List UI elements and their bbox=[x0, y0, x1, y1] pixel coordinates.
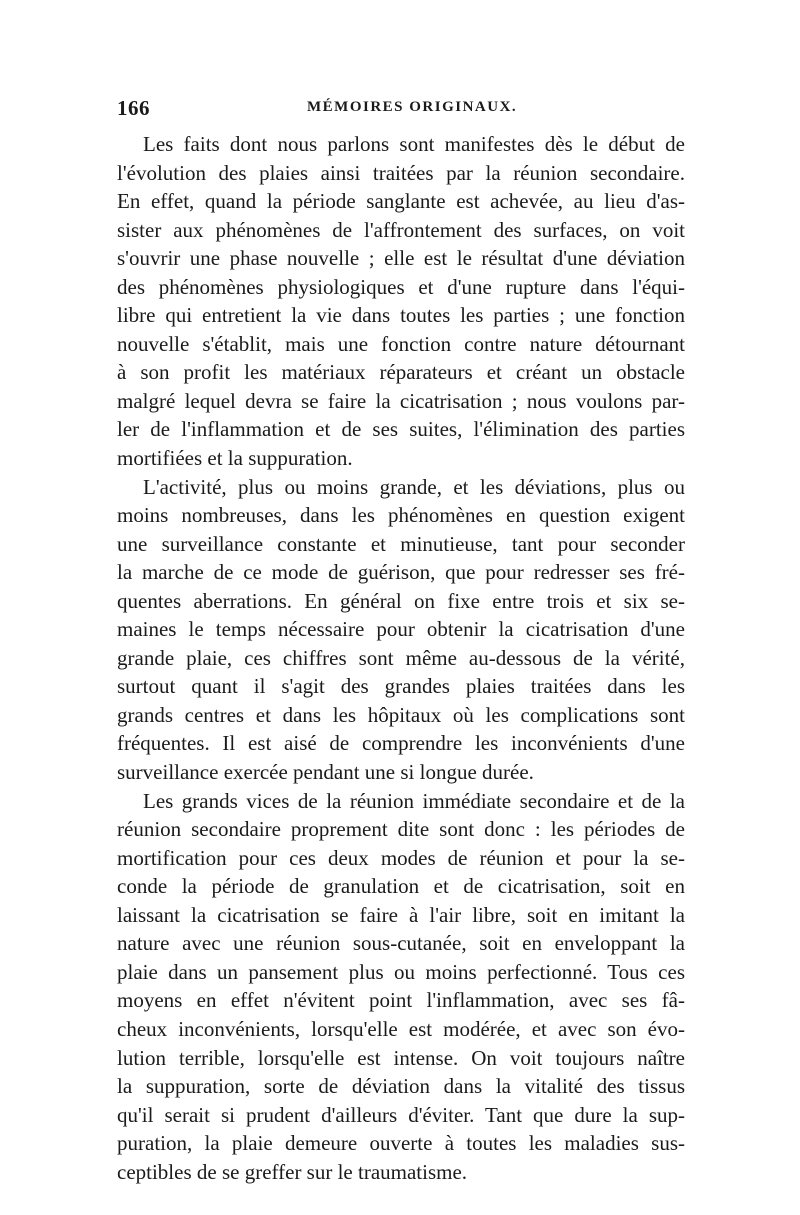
text-line: fréquentes. Il est aisé de comprendre les inconvénients d'une bbox=[117, 731, 685, 756]
text-line: des phénomènes physiologiques et d'une rupture dans l'équi- bbox=[117, 274, 685, 299]
text-line: mortifiées et la suppuration. bbox=[117, 446, 353, 471]
text-line: surveillance exercée pendant une si longue durée. bbox=[117, 760, 534, 785]
text-line: mortification pour ces deux modes de réunion et pour la se- bbox=[117, 845, 685, 870]
text-line: L'activité, plus ou moins grande, et les déviations, plus ou bbox=[143, 474, 685, 499]
text-line: laissant la cicatrisation se faire à l'air libre, soit en imitant la bbox=[117, 902, 685, 927]
section-title: MÉMOIRES ORIGINAUX. bbox=[307, 99, 518, 115]
text-line: lution terrible, lorsqu'elle est intense. On voit toujours naître bbox=[117, 1045, 685, 1070]
text-line: à son profit les matériaux réparateurs et créant un obstacle bbox=[117, 360, 685, 385]
text-line: nature avec une réunion sous-cutanée, soit en enveloppant la bbox=[117, 931, 685, 956]
text-line: la suppuration, sorte de déviation dans la vitalité des tissus bbox=[117, 1074, 685, 1099]
text-line: libre qui entretient la vie dans toutes les parties ; une fonction bbox=[117, 303, 685, 328]
text-line: En effet, quand la période sanglante est achevée, au lieu d'as- bbox=[117, 189, 685, 214]
text-line: nouvelle s'établit, mais une fonction contre nature détournant bbox=[117, 331, 685, 356]
text-line: la marche de ce mode de guérison, que pour redresser ses fré- bbox=[117, 560, 685, 585]
text-line: grande plaie, ces chiffres sont même au-dessous de la vérité, bbox=[117, 645, 685, 670]
text-line: puration, la plaie demeure ouverte à toutes les maladies sus- bbox=[117, 1131, 685, 1156]
text-line: conde la période de granulation et de cicatrisation, soit en bbox=[117, 874, 685, 899]
text-line: quentes aberrations. En général on fixe entre trois et six se- bbox=[117, 588, 685, 613]
text-line: s'ouvrir une phase nouvelle ; elle est le résultat d'une déviation bbox=[117, 246, 685, 271]
text-line: Les grands vices de la réunion immédiate secondaire et de la bbox=[143, 788, 685, 813]
text-line: Les faits dont nous parlons sont manifestes dès le début de bbox=[143, 132, 685, 156]
text-line: plaie dans un pansement plus ou moins perfectionné. Tous ces bbox=[117, 959, 685, 984]
text-line: qu'il serait si prudent d'ailleurs d'éviter. Tant que dure la sup- bbox=[117, 1102, 685, 1127]
text-line: malgré lequel devra se faire la cicatrisation ; nous voulons par- bbox=[117, 388, 685, 413]
text-line: sister aux phénomènes de l'affrontement des surfaces, on voit bbox=[117, 217, 685, 242]
text-line: ler de l'inflammation et de ses suites, l'élimination des parties bbox=[117, 417, 685, 442]
text-line: réunion secondaire proprement dite sont donc : les périodes de bbox=[117, 817, 685, 842]
text-line: l'évolution des plaies ainsi traitées par la réunion secondaire. bbox=[117, 160, 685, 185]
text-line: maines le temps nécessaire pour obtenir la cicatrisation d'une bbox=[117, 617, 685, 642]
page-number: 166 bbox=[117, 96, 150, 120]
text-line: moyens en effet n'évitent point l'inflammation, avec ses fâ- bbox=[117, 988, 685, 1013]
text-line: une surveillance constante et minutieuse, tant pour seconder bbox=[117, 531, 685, 556]
body-text bbox=[117, 130, 685, 1186]
text-line: moins nombreuses, dans les phénomènes en question exigent bbox=[117, 503, 685, 528]
running-head bbox=[117, 96, 687, 126]
text-line: grands centres et dans les hôpitaux où les complications sont bbox=[117, 702, 685, 727]
text-line: cheux inconvénients, lorsqu'elle est modérée, et avec son évo- bbox=[117, 1016, 685, 1041]
text-line: ceptibles de se greffer sur le traumatisme. bbox=[117, 1159, 468, 1184]
text-line: surtout quant il s'agit des grandes plaies traitées dans les bbox=[117, 674, 685, 699]
